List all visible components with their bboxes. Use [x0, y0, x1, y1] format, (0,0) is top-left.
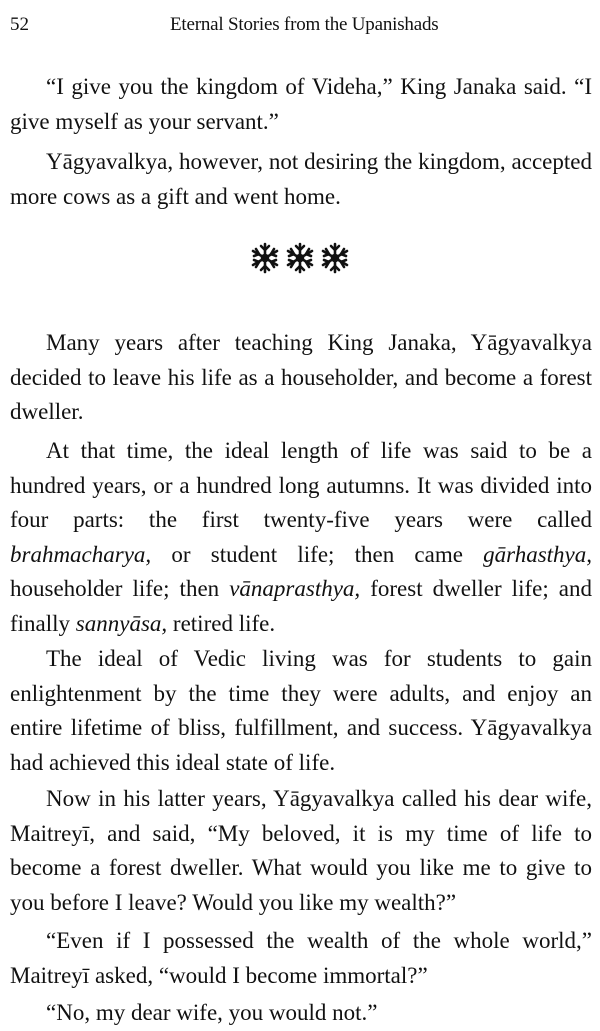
paragraph-6: Now in his latter years, Yāgyavalkya called his dear wife, Maitreyī, and said, “My beloved, it is my time of life to become a forest dweller. What would you like me to give to you before I leave? Would you like my wealth?”: [10, 786, 592, 915]
paragraph-4: [10, 434, 592, 641]
paragraph-5: The ideal of Vedic living was for students to gain enlightenment by the time they were adults, and enjoy an entire lifetime of bliss, fulfillment, and success. Yāgyavalkya had achieved this ideal state of life.: [10, 646, 592, 775]
paragraph-2: Yāgyavalkya, however, not desiring the kingdom, accepted more cows as a gift and went home.: [10, 149, 592, 209]
term-brahmacharya: brahmacharya,: [10, 541, 152, 567]
running-title: Eternal Stories from the Upanishads: [170, 14, 439, 35]
paragraph-1: “I give you the kingdom of Videha,” King Janaka said. “I give myself as your servant.”: [10, 74, 592, 134]
section-break-ornament: [248, 240, 352, 276]
paragraph-3: Many years after teaching King Janaka, Yāgyavalkya decided to leave his life as a householder, and become a forest dweller.: [10, 330, 592, 424]
paragraph-4-text-4: forest dweller life; and finally: [10, 576, 592, 636]
snowflake-ornament-icon: [248, 240, 352, 276]
paragraph-4-text-1: At that time, the ideal length of life was said to be a hundred years, or a hundred long autumns. It was divided into four parts: the first twenty-five years were called: [10, 438, 592, 532]
paragraph-4-text-5: retired life.: [167, 610, 276, 636]
paragraph-8: “No, my dear wife, you would not.”: [46, 1000, 378, 1025]
term-sannyasa: sannyāsa,: [75, 610, 168, 636]
paragraph-4-text-2: or student life; then came: [151, 541, 484, 567]
page-header: [10, 14, 588, 42]
paragraph-4-text-3: householder life; then: [10, 576, 230, 601]
paragraph-7: “Even if I possessed the wealth of the whole world,” Maitreyī asked, “would I become immortal?”: [10, 928, 592, 988]
term-garhasthya: gārhasthya,: [483, 541, 592, 567]
term-vanaprasthya: vānaprasthya,: [229, 576, 361, 601]
page-number: 52: [10, 14, 29, 35]
